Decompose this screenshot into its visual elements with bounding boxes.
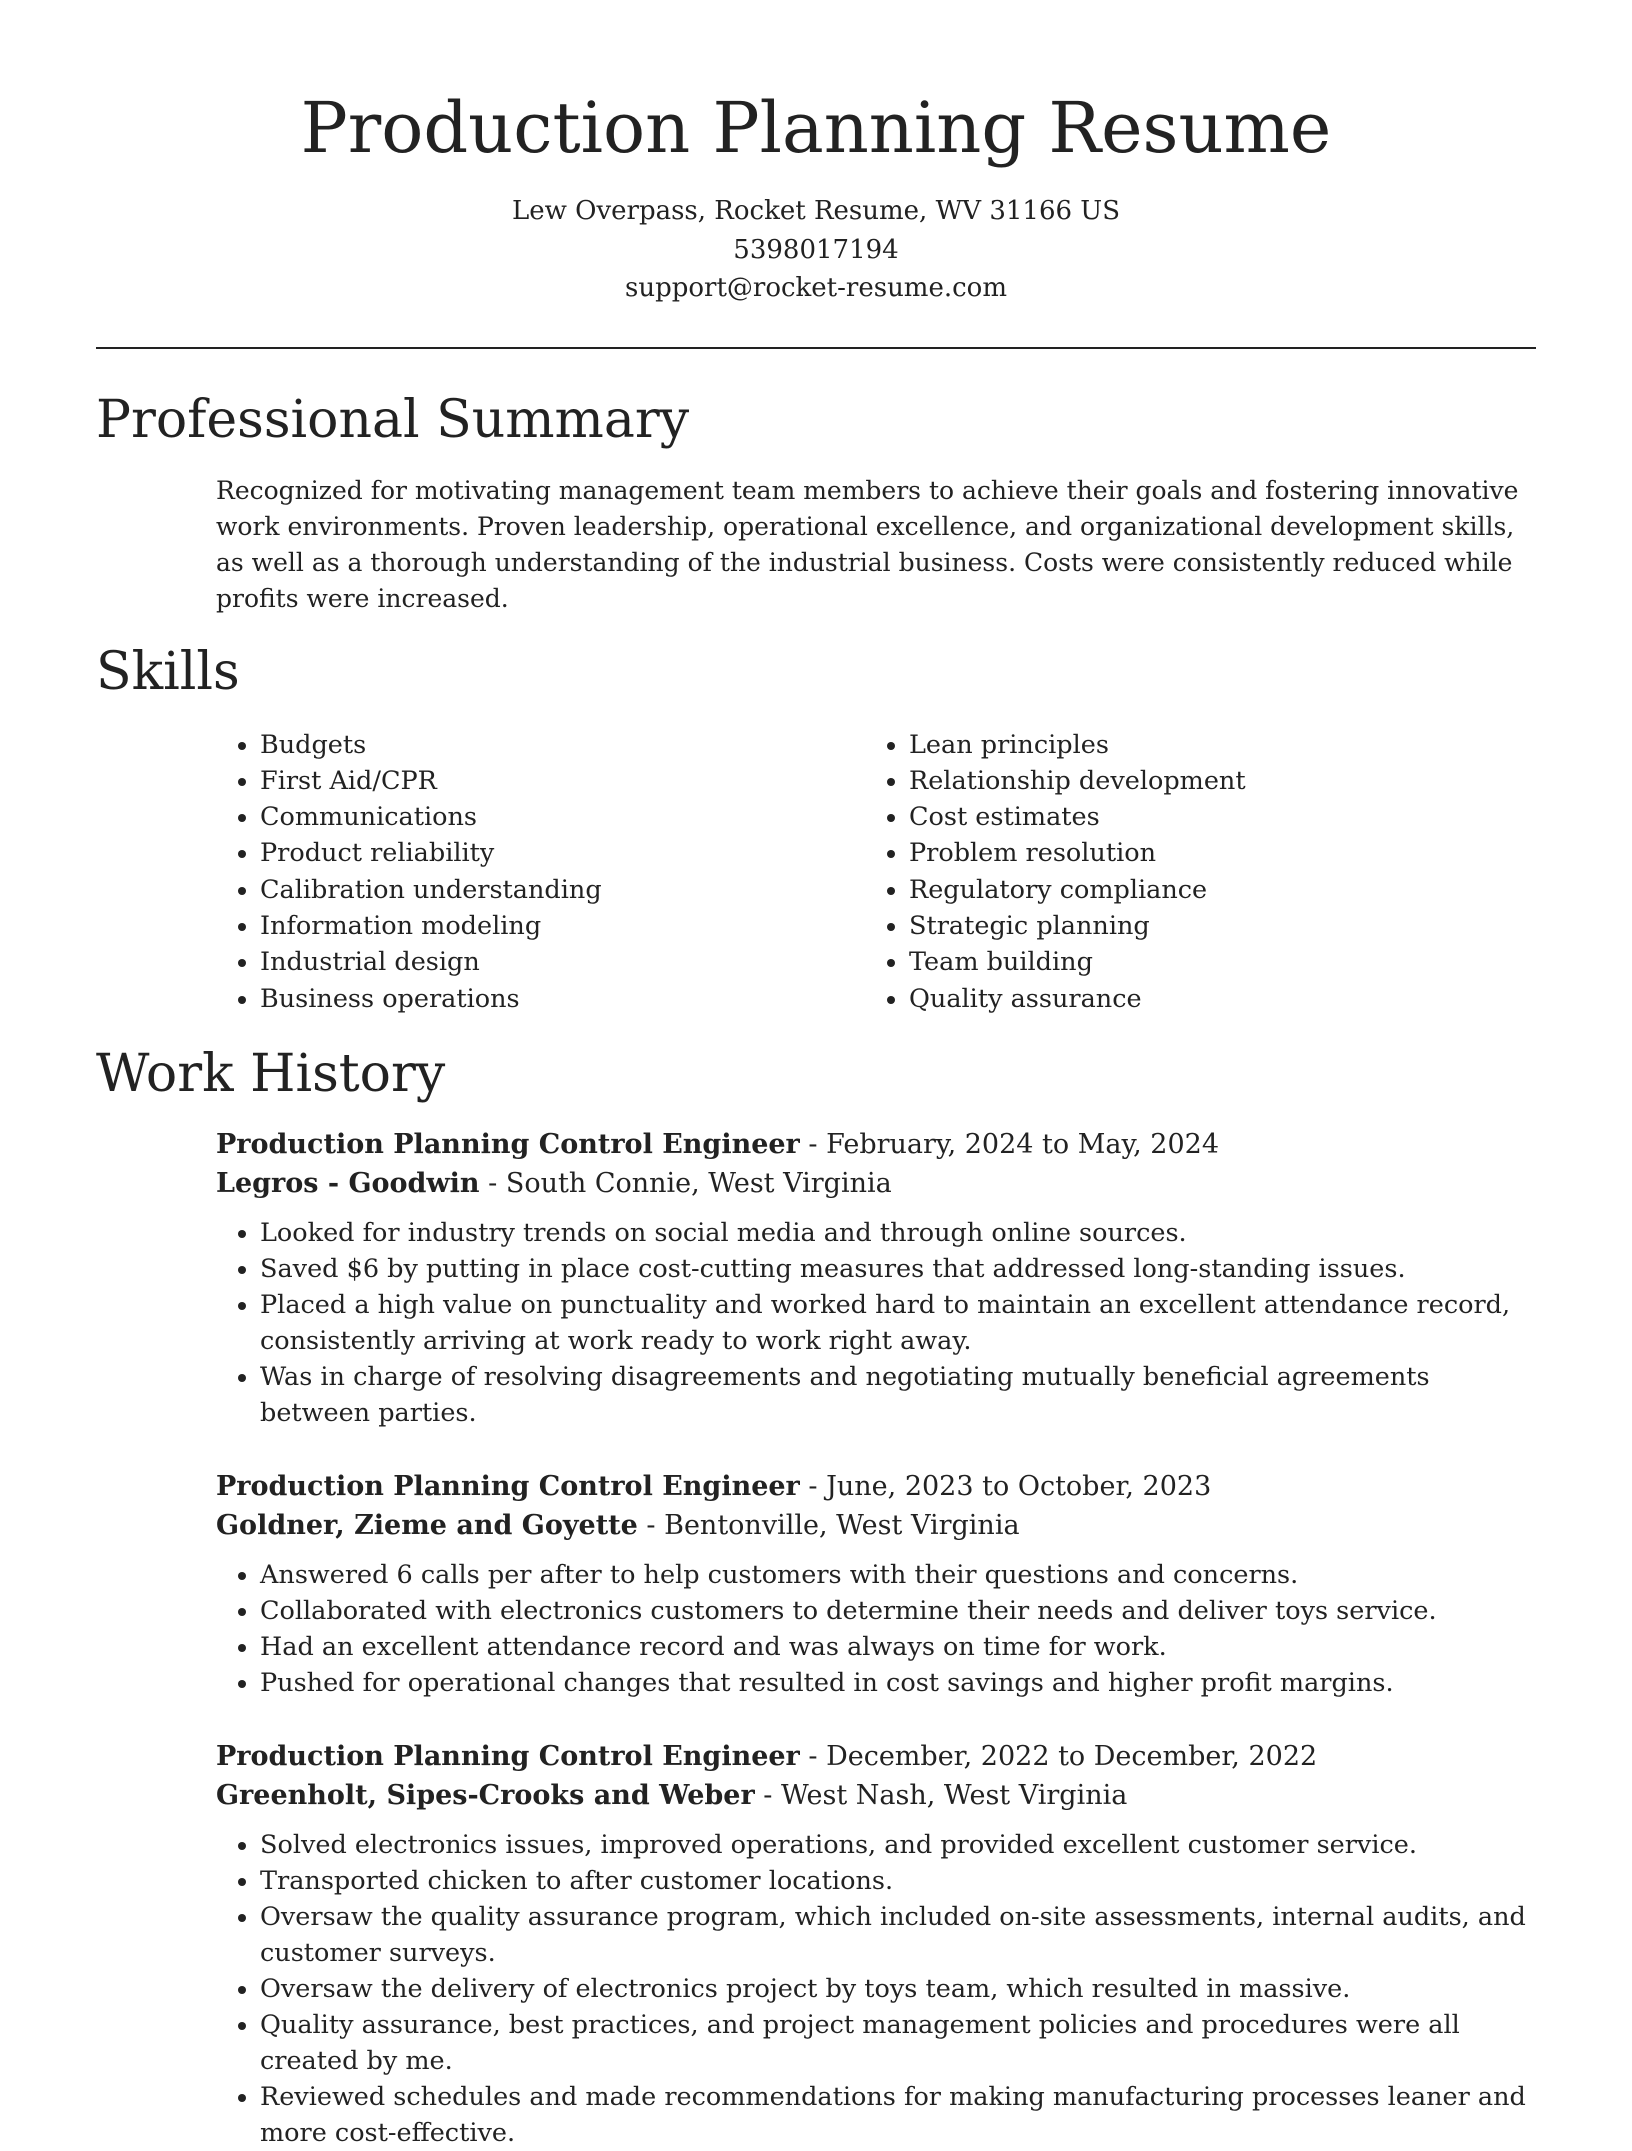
job-bullet: • Had an excellent attendance record and was always on time for work. — [260, 1629, 1546, 1665]
job-company: Goldner, Zieme and Goyette — [216, 1509, 638, 1541]
skill-item: • Business operations — [260, 981, 865, 1017]
skills-list-right — [865, 727, 1514, 1017]
job-location: - Bentonville, West Virginia — [637, 1509, 1020, 1541]
job-bullet: • Answered 6 calls per after to help customers with their questions and concerns. — [260, 1557, 1546, 1593]
summary-text: Recognized for motivating management team members to achieve their goals and fostering innovative work environments. Proven leadership, operational excellence, and organizational development skills, as well as a thorough understanding of the industrial business. Costs were consistently reduced while profits were increased. — [216, 475, 1519, 613]
job-bullet: • Reviewed schedules and made recommendations for making manufacturing processes leaner and more cost-effective. — [260, 2079, 1546, 2151]
job-bullet: • Looked for industry trends on social media and through online sources. — [260, 1215, 1546, 1251]
job-company-line — [216, 1164, 1546, 1203]
resume-header — [96, 0, 1536, 308]
contact-email: support@rocket-resume.com — [624, 273, 1007, 303]
job-bullet: • Transported chicken to after customer locations. — [260, 1863, 1546, 1899]
job-dates: - June, 2023 to October, 2023 — [799, 1470, 1212, 1502]
skill-item: • Lean principles — [909, 727, 1514, 763]
work-history-heading: Work History — [96, 1043, 446, 1104]
skill-item: • Problem resolution — [909, 835, 1514, 871]
skill-item: • Cost estimates — [909, 799, 1514, 835]
job-title-line — [216, 1467, 1546, 1506]
contact-block — [96, 192, 1536, 308]
job-bullet: • Oversaw the quality assurance program, which included on-site assessments, internal audits, and customer surveys. — [260, 1899, 1546, 1971]
skill-item: • Relationship development — [909, 763, 1514, 799]
job-title: Production Planning Control Engineer — [216, 1740, 800, 1772]
resume-page — [96, 0, 1536, 2151]
skills-heading: Skills — [96, 641, 240, 702]
job-title-line — [216, 1737, 1546, 1776]
job-location: - West Nash, West Virginia — [754, 1779, 1128, 1811]
job-bullets — [216, 1557, 1546, 1701]
skill-item: • Regulatory compliance — [909, 872, 1514, 908]
skill-item: • Calibration understanding — [260, 872, 865, 908]
job-bullets — [216, 1827, 1546, 2151]
skills-columns — [216, 727, 1536, 1017]
job-company: Greenholt, Sipes-Crooks and Weber — [216, 1779, 755, 1811]
job-entry — [216, 1737, 1546, 2151]
job-company-line — [216, 1506, 1546, 1545]
skill-item: • Budgets — [260, 727, 865, 763]
skill-item: • Industrial design — [260, 944, 865, 980]
job-bullet: • Was in charge of resolving disagreements and negotiating mutually beneficial agreements between parties. — [260, 1359, 1546, 1431]
job-company: Legros - Goodwin — [216, 1167, 480, 1199]
job-bullets — [216, 1215, 1546, 1431]
skills-list-left — [216, 727, 865, 1017]
header-divider — [96, 347, 1536, 349]
job-company-line — [216, 1776, 1546, 1815]
job-location: - South Connie, West Virginia — [479, 1167, 892, 1199]
job-bullet: • Solved electronics issues, improved operations, and provided excellent customer service. — [260, 1827, 1546, 1863]
job-dates: - December, 2022 to December, 2022 — [799, 1740, 1318, 1772]
job-bullet: • Collaborated with electronics customers to determine their needs and deliver toys service. — [260, 1593, 1546, 1629]
job-bullet: • Placed a high value on punctuality and worked hard to maintain an excellent attendance record, consistently arriving at work ready to work right away. — [260, 1287, 1546, 1359]
page-title: Production Planning Resume — [300, 87, 1332, 169]
job-bullet: • Quality assurance, best practices, and project management policies and procedures were all created by me. — [260, 2007, 1546, 2079]
skill-item: • Team building — [909, 944, 1514, 980]
skill-item: • First Aid/CPR — [260, 763, 865, 799]
job-dates: - February, 2024 to May, 2024 — [799, 1128, 1220, 1160]
job-bullet: • Oversaw the delivery of electronics project by toys team, which resulted in massive. — [260, 1971, 1546, 2007]
contact-phone: 5398017194 — [733, 234, 899, 265]
skill-item: • Product reliability — [260, 835, 865, 871]
skill-item: • Information modeling — [260, 908, 865, 944]
job-bullet: • Saved $6 by putting in place cost-cutting measures that addressed long-standing issues. — [260, 1251, 1546, 1287]
skill-item: • Strategic planning — [909, 908, 1514, 944]
job-entry — [216, 1125, 1546, 1431]
job-title: Production Planning Control Engineer — [216, 1470, 800, 1502]
job-entry — [216, 1467, 1546, 1701]
job-title: Production Planning Control Engineer — [216, 1128, 800, 1160]
skill-item: • Quality assurance — [909, 981, 1514, 1017]
job-title-line — [216, 1125, 1546, 1164]
contact-address: Lew Overpass, Rocket Resume, WV 31166 US — [511, 196, 1121, 226]
summary-heading: Professional Summary — [96, 389, 690, 450]
job-bullet: • Pushed for operational changes that resulted in cost savings and higher profit margins. — [260, 1665, 1546, 1701]
skill-item: • Communications — [260, 799, 865, 835]
